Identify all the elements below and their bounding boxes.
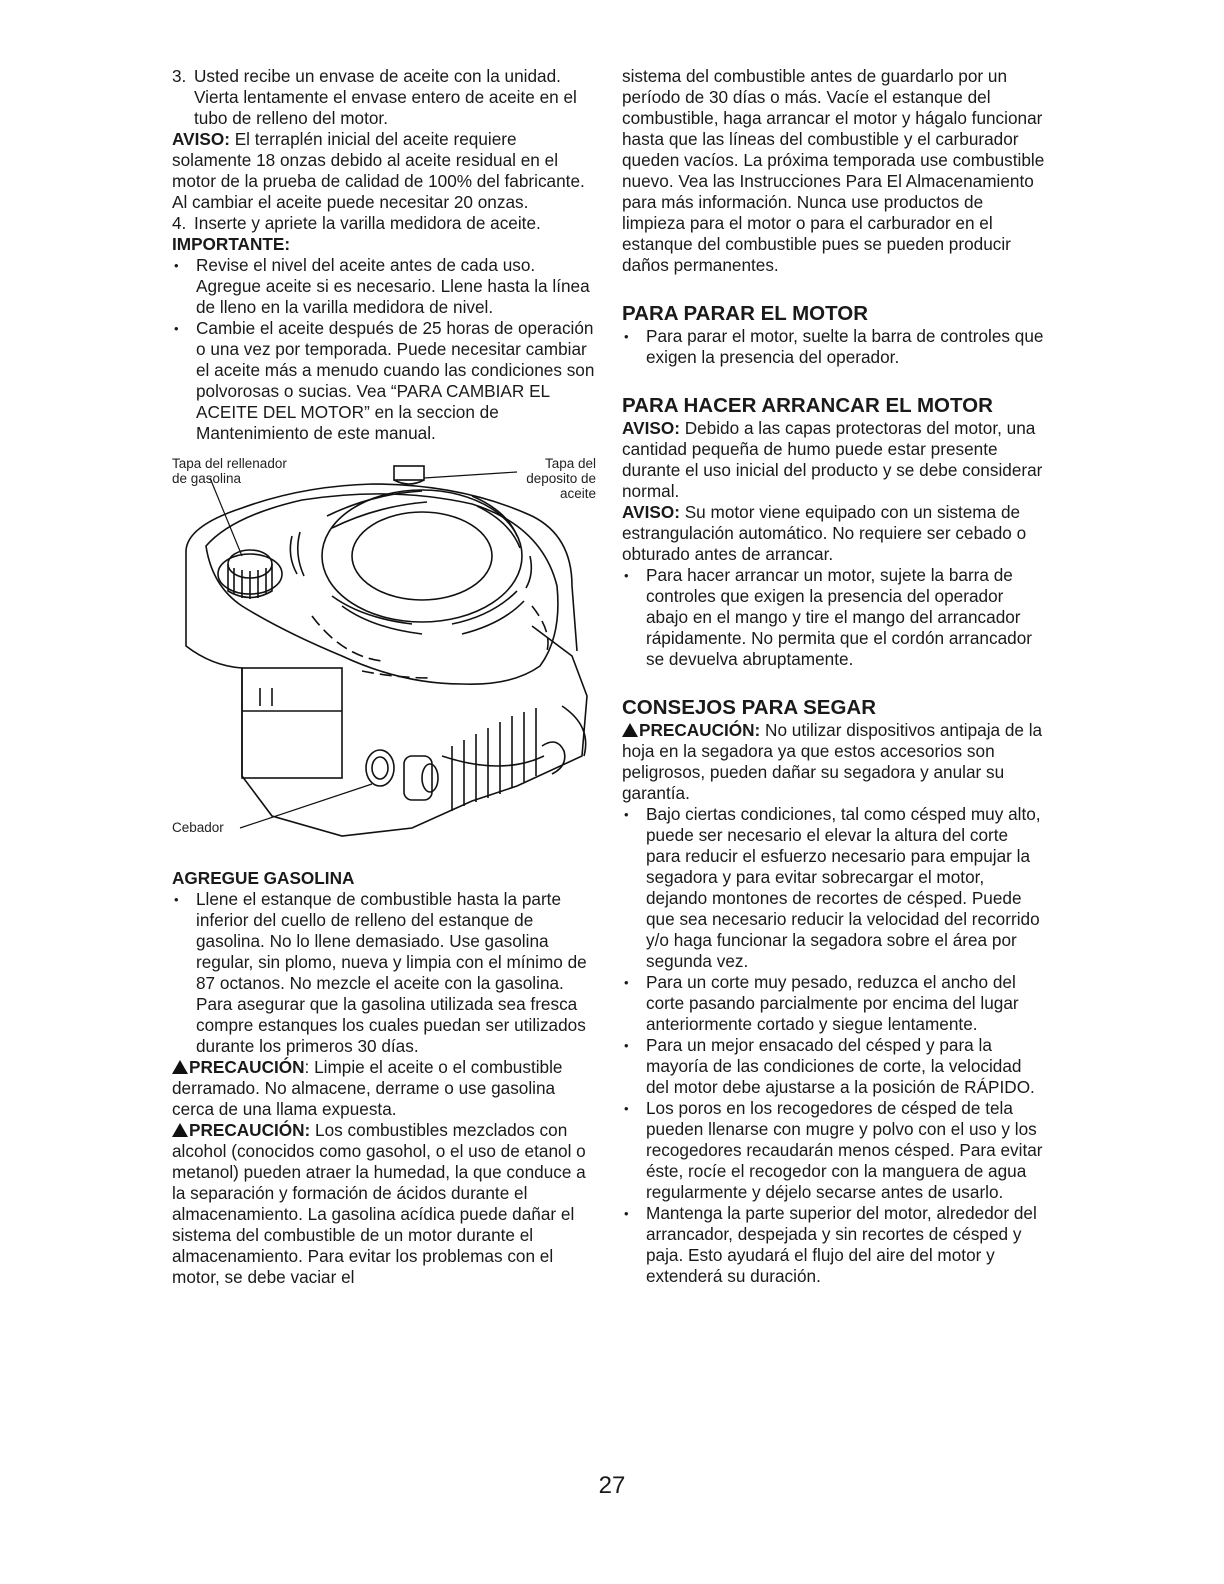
spacer bbox=[622, 368, 1046, 394]
precaucion-text: No utilizar dispositivos antipaja de la hoja en la segadora ya que estos accesorios son peligrosos, pueden dañar su segadora y anular su garantía. bbox=[622, 720, 1043, 803]
importante-heading: IMPORTANTE: bbox=[172, 234, 291, 254]
precaucion-spill bbox=[172, 1057, 596, 1120]
list-item: • Para un corte muy pesado, reduzca el ancho del corte pasando parcialmente por encima del lugar anteriormente cortado y siegue lentamente. bbox=[622, 972, 1046, 1035]
step-number: 3. bbox=[172, 66, 187, 86]
precaucion-text: : Limpie el aceite o el combustible derramado. No almacene, derrame o use gasolina cerca de una llama expuesta. bbox=[172, 1057, 563, 1119]
precaucion-label: PRECAUCIÓN: bbox=[189, 1120, 311, 1140]
aviso-label: AVISO: bbox=[172, 129, 230, 149]
list-item: • Revise el nivel del aceite antes de cada uso. Agregue aceite si es necesario. Llene hasta la línea de lleno en la varilla medidora de nivel. bbox=[172, 255, 596, 318]
aviso-text: El terraplén inicial del aceite requiere solamente 18 onzas debido al aceite residual en el motor de la prueba de calidad de 100% del fabricante. Al cambiar el aceite puede necesitar 20 onzas. bbox=[172, 129, 585, 212]
aviso-label: AVISO: bbox=[622, 502, 680, 522]
warning-icon bbox=[172, 1060, 188, 1074]
aviso-initial-oil bbox=[172, 129, 596, 213]
precaucion-antipaja bbox=[622, 720, 1046, 804]
arrancar-heading: PARA HACER ARRANCAR EL MOTOR bbox=[622, 394, 993, 417]
oil-steps bbox=[172, 66, 596, 129]
parar-list bbox=[622, 326, 1046, 368]
page-number: 27 bbox=[598, 1472, 626, 1499]
oil-cap-label: Tapa del deposito de aceite bbox=[526, 456, 596, 501]
list-item: • Llene el estanque de combustible hasta la parte inferior del cuello de relleno del estanque de gasolina. No lo llene demasiado. Use gasolina regular, sin plomo, nueva y limpia con el mínimo de 87 octanos. No mezcle el aceite con la gasolina. Para asegurar que la gasolina utilizada sea fresca compre estanques los cuales puedan ser utilizados durante los primeros 30 días. bbox=[172, 889, 596, 1057]
spacer bbox=[622, 670, 1046, 696]
precaucion-label: PRECAUCIÓN bbox=[189, 1057, 305, 1077]
step-text: Inserte y apriete la varilla medidora de aceite. bbox=[194, 213, 541, 233]
parar-heading: PARA PARAR EL MOTOR bbox=[622, 302, 869, 325]
arrancar-list bbox=[622, 565, 1046, 670]
spacer bbox=[622, 276, 1046, 302]
fuel-cap-label: Tapa del rellenador de gasolina bbox=[172, 456, 287, 486]
list-item: • Para hacer arrancar un motor, sujete la barra de controles que exigen la presencia del operador abajo en el mango y tire el mango del arrancador rápidamente. No permita que el cordón arrancador se devuelva abruptamente. bbox=[622, 565, 1046, 670]
precaucion-text: Los combustibles mezclados con alcohol (conocidos como gasohol, o el uso de etanol o metanol) pueden atraer la humedad, la que conduce a la separación y formación de ácidos durante el almacenamiento. La gasolina acídica puede dañar el sistema del combustible de un motor durante el almacenamiento. Para evitar los problemas con el motor, se debe vaciar el bbox=[172, 1120, 586, 1287]
warning-icon bbox=[622, 723, 638, 737]
agregue-heading: AGREGUE GASOLINA bbox=[172, 868, 355, 888]
step-number: 4. bbox=[172, 213, 187, 233]
aviso-text: Debido a las capas protectoras del motor, una cantidad pequeña de humo puede estar presente durante el uso inicial del producto y se debe considerar normal. bbox=[622, 418, 1043, 501]
primer-label: Cebador bbox=[172, 820, 224, 835]
step-text: Usted recibe un envase de aceite con la unidad. Vierta lentamente el envase entero de aceite en el tubo de relleno del motor. bbox=[194, 66, 577, 128]
aviso-smoke bbox=[622, 418, 1046, 502]
list-item: • Mantenga la parte superior del motor, alrededor del arrancador, despejada y sin recortes de césped y paja. Esto ayudará el flujo del aire del motor y extenderá su duración. bbox=[622, 1203, 1046, 1287]
precaucion-label: PRECAUCIÓN: bbox=[639, 720, 761, 740]
consejos-list bbox=[622, 804, 1046, 1287]
list-item: • Cambie el aceite después de 25 horas de operación o una vez por temporada. Puede necesitar cambiar el aceite más a menudo cuando las condiciones son polvorosas o sucias. Vea “PARA CAMBIAR EL ACEITE DEL MOTOR” en la seccion de Mantenimiento de este manual. bbox=[172, 318, 596, 444]
fuel-storage-continuation: sistema del combustible antes de guardarlo por un período de 30 días o más. Vacíe el estanque del combustible, haga arrancar el motor y hágalo funcionar hasta que las líneas del combustible y el carburador queden vacíos. La próxima temporada use combustible nuevo. Vea las Instrucciones Para El Almacenamiento para más información. Nunca use productos de limpieza para el motor o para el carburador en el estanque del combustible pues se pueden producir daños permanentes. bbox=[622, 66, 1045, 275]
importante-list bbox=[172, 255, 596, 444]
list-item: • Para un mejor ensacado del césped y para la mayoría de las condiciones de corte, la velocidad del motor debe ajustarse a la posición de RÁPIDO. bbox=[622, 1035, 1046, 1098]
aviso-auto-choke bbox=[622, 502, 1046, 565]
engine-figure bbox=[172, 456, 596, 868]
left-column bbox=[172, 66, 596, 1288]
precaucion-alcohol-fuel bbox=[172, 1120, 596, 1288]
warning-icon bbox=[172, 1123, 188, 1137]
aviso-label: AVISO: bbox=[622, 418, 680, 438]
aviso-text: Su motor viene equipado con un sistema de estrangulación automático. No requiere ser cebado o obturado antes de arrancar. bbox=[622, 502, 1027, 564]
list-item: • Para parar el motor, suelte la barra de controles que exigen la presencia del operador. bbox=[622, 326, 1046, 368]
engine-illustration bbox=[172, 456, 596, 868]
consejos-heading: CONSEJOS PARA SEGAR bbox=[622, 696, 877, 719]
oil-steps-continued bbox=[172, 213, 596, 234]
step-3 bbox=[172, 66, 596, 129]
right-column bbox=[622, 66, 1046, 1287]
list-item: • Los poros en los recogedores de césped de tela pueden llenarse con mugre y polvo con el uso y los recogedores recaudarán menos césped. Para evitar éste, rocíe el recogedor con la manguera de agua regularmente y déjelo secarse antes de usarlo. bbox=[622, 1098, 1046, 1203]
list-item: • Bajo ciertas condiciones, tal como césped muy alto, puede ser necesario el elevar la altura del corte para reducir el esfuerzo necesario para empujar la segadora y para evitar sobrecargar el motor, dejando montones de recortes de césped. Puede que sea necesario reducir la velocidad del recorrido y/o haga funcionar la segadora sobre el área por segunda vez. bbox=[622, 804, 1046, 972]
agregue-list bbox=[172, 889, 596, 1057]
step-4 bbox=[172, 213, 596, 234]
